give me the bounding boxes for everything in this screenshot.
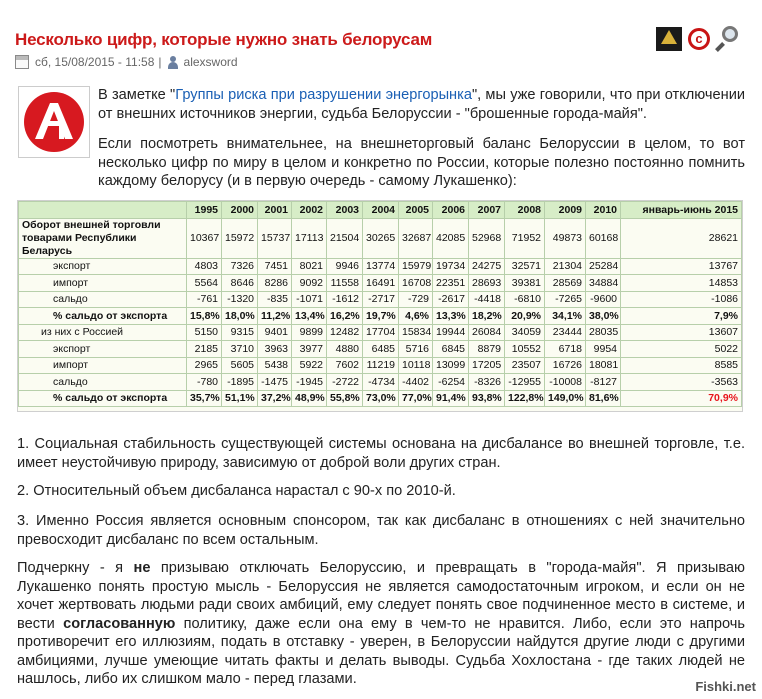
table-cell: 60168: [586, 218, 621, 258]
table-cell: -1945: [292, 374, 327, 391]
table-cell: 12482: [327, 324, 363, 341]
table-cell: 19944: [433, 324, 469, 341]
table-row-label: импорт: [19, 357, 187, 374]
table-cell: -4418: [469, 291, 505, 308]
table-cell: 14853: [621, 275, 742, 292]
table-cell: 6718: [545, 341, 586, 358]
table-cell: 32687: [399, 218, 433, 258]
table-cell: 55,8%: [327, 390, 363, 407]
table-cell: 32571: [505, 258, 545, 275]
point-1-text: 1. Социальная стабильность существующей системы основана на дисбалансе во внешней торговле, т.е. имеет неустойчивую природу, зависимую от доброй воли других стран.: [17, 436, 745, 471]
table-cell: 21304: [545, 258, 586, 275]
table-cell: -835: [258, 291, 292, 308]
table-cell: 16,2%: [327, 308, 363, 325]
table-cell: 49873: [545, 218, 586, 258]
table-cell: -1612: [327, 291, 363, 308]
table-cell: -6254: [433, 374, 469, 391]
table-cell: -761: [187, 291, 222, 308]
table-cell: 5564: [187, 275, 222, 292]
table-cell: 13607: [621, 324, 742, 341]
table-cell: 16708: [399, 275, 433, 292]
table-cell: 24275: [469, 258, 505, 275]
calendar-icon: [15, 55, 29, 69]
table-cell: 10118: [399, 357, 433, 374]
intro-text-after: ", мы уже говорили, что при отключении от внешних источников энергии, судьба Белоруссии - "брошенные города-майя".: [98, 87, 745, 122]
table-cell: 35,7%: [187, 390, 222, 407]
trade-data-table: [18, 201, 742, 407]
logo-image: [18, 86, 90, 158]
table-cell: 5438: [258, 357, 292, 374]
table-column-header: 1995: [187, 202, 222, 219]
table-column-header: 2002: [292, 202, 327, 219]
table-column-header: 2000: [222, 202, 258, 219]
table-cell: 28621: [621, 218, 742, 258]
table-cell: -4734: [363, 374, 399, 391]
table-cell: 15972: [222, 218, 258, 258]
table-row-label: сальдо: [19, 374, 187, 391]
table-cell: 9954: [586, 341, 621, 358]
table-cell: 9092: [292, 275, 327, 292]
table-cell: 37,2%: [258, 390, 292, 407]
table-column-header: 2006: [433, 202, 469, 219]
table-cell: 42085: [433, 218, 469, 258]
table-cell: 11219: [363, 357, 399, 374]
table-cell: 8021: [292, 258, 327, 275]
table-cell: 9315: [222, 324, 258, 341]
table-cell: -1475: [258, 374, 292, 391]
table-column-header: 2007: [469, 202, 505, 219]
table-cell: 5922: [292, 357, 327, 374]
table-cell: 28569: [545, 275, 586, 292]
table-column-header: 2009: [545, 202, 586, 219]
table-cell: 26084: [469, 324, 505, 341]
table-cell: -6810: [505, 291, 545, 308]
user-icon: [168, 56, 178, 69]
table-cell: 52968: [469, 218, 505, 258]
table-cell: 7602: [327, 357, 363, 374]
table-cell: -1071: [292, 291, 327, 308]
table-cell: 17113: [292, 218, 327, 258]
table-cell: 4803: [187, 258, 222, 275]
closing-bold-agreed: согласованную: [63, 615, 176, 632]
post-meta: [15, 55, 238, 69]
table-column-header: 2005: [399, 202, 433, 219]
table-row: [19, 218, 742, 258]
table-cell: 18,0%: [222, 308, 258, 325]
post-author[interactable]: alexsword: [183, 55, 238, 69]
table-cell: 13,3%: [433, 308, 469, 325]
table-cell: 19,7%: [363, 308, 399, 325]
table-cell: 51,1%: [222, 390, 258, 407]
table-cell: 10552: [505, 341, 545, 358]
table-cell: 5022: [621, 341, 742, 358]
table-cell: 34059: [505, 324, 545, 341]
table-cell: -780: [187, 374, 222, 391]
table-cell: 70,9%: [621, 390, 742, 407]
table-cell: 5605: [222, 357, 258, 374]
table-row: [19, 341, 742, 358]
table-row: [19, 324, 742, 341]
meta-separator: |: [158, 55, 162, 69]
table-cell: -2617: [433, 291, 469, 308]
table-row-label: импорт: [19, 275, 187, 292]
table-cell: -4402: [399, 374, 433, 391]
table-column-header: 2010: [586, 202, 621, 219]
table-cell: 8585: [621, 357, 742, 374]
table-cell: 7326: [222, 258, 258, 275]
table-row: [19, 374, 742, 391]
table-cell: 22351: [433, 275, 469, 292]
table-column-header: [19, 202, 187, 219]
table-cell: 34884: [586, 275, 621, 292]
table-cell: 8879: [469, 341, 505, 358]
table-cell: 17704: [363, 324, 399, 341]
table-column-header: 2004: [363, 202, 399, 219]
magnifier-icon[interactable]: [716, 26, 742, 52]
table-row: [19, 291, 742, 308]
table-cell: 6845: [433, 341, 469, 358]
table-cell: 38,0%: [586, 308, 621, 325]
table-cell: -1895: [222, 374, 258, 391]
table-row-label: из них с Россией: [19, 324, 187, 341]
table-header-row: [19, 202, 742, 219]
table-cell: 21504: [327, 218, 363, 258]
intro-paragraph-2: [98, 135, 745, 191]
table-cell: 15834: [399, 324, 433, 341]
table-cell: 23507: [505, 357, 545, 374]
table-cell: 77,0%: [399, 390, 433, 407]
table-cell: 25284: [586, 258, 621, 275]
table-cell: 149,0%: [545, 390, 586, 407]
table-row-label: % сальдо от экспорта: [19, 390, 187, 407]
table-row: [19, 390, 742, 407]
table-cell: 28035: [586, 324, 621, 341]
table-cell: 81,6%: [586, 390, 621, 407]
table-row: [19, 357, 742, 374]
table-cell: 8646: [222, 275, 258, 292]
table-cell: 122,8%: [505, 390, 545, 407]
table-cell: 23444: [545, 324, 586, 341]
intro-paragraph-1: [98, 86, 745, 123]
post-title[interactable]: Несколько цифр, которые нужно знать белорусам: [15, 30, 433, 49]
table-cell: 30265: [363, 218, 399, 258]
table-cell: 28693: [469, 275, 505, 292]
table-cell: 7451: [258, 258, 292, 275]
table-cell: 11558: [327, 275, 363, 292]
watermark: Fishki.net: [695, 679, 756, 694]
table-cell: 34,1%: [545, 308, 586, 325]
table-cell: -8326: [469, 374, 505, 391]
table-column-header: январь-июнь 2015: [621, 202, 742, 219]
table-cell: 3977: [292, 341, 327, 358]
table-cell: -10008: [545, 374, 586, 391]
table-cell: 17205: [469, 357, 505, 374]
trade-table: [17, 200, 743, 412]
table-cell: 7,9%: [621, 308, 742, 325]
table-cell: 13099: [433, 357, 469, 374]
table-column-header: 2008: [505, 202, 545, 219]
table-cell: 91,4%: [433, 390, 469, 407]
table-cell: -2722: [327, 374, 363, 391]
table-cell: 3710: [222, 341, 258, 358]
table-row-label: Оборот внешней торговли товарами Республики Беларусь: [19, 218, 187, 258]
table-cell: 13767: [621, 258, 742, 275]
table-row-label: экспорт: [19, 341, 187, 358]
table-cell: 10367: [187, 218, 222, 258]
article-link[interactable]: Группы риска при разрушении энергорынка: [175, 87, 472, 103]
table-row-label: сальдо: [19, 291, 187, 308]
table-cell: 15979: [399, 258, 433, 275]
table-cell: 18,2%: [469, 308, 505, 325]
table-cell: 13774: [363, 258, 399, 275]
table-cell: -12955: [505, 374, 545, 391]
closing-text-c: призываю отключать Белоруссию, и превращать в "города-майя". Я призываю Лукашенко понять простую мысль - Белоруссия не является самодостаточным игроком, и если он не хочет жертвовать людьми ради своих амбиций, ему следует понять свое подчиненное место в системе, и вести: [17, 560, 745, 632]
table-cell: 3963: [258, 341, 292, 358]
closing-paragraph: [17, 559, 745, 689]
table-column-header: 2001: [258, 202, 292, 219]
table-column-header: 2003: [327, 202, 363, 219]
point-3-text: 3. Именно Россия является основным спонсором, так как дисбаланс в отношениях с ней значительно превосходит дисбаланс по всем остальным.: [17, 513, 745, 548]
closing-text-a: Подчеркну - я: [17, 560, 134, 576]
table-cell: 16726: [545, 357, 586, 374]
triangle-eye-icon[interactable]: [656, 27, 682, 51]
post-date: сб, 15/08/2015 - 11:58: [35, 55, 155, 69]
table-cell: 2185: [187, 341, 222, 358]
point-1: [17, 435, 745, 472]
table-cell: 20,9%: [505, 308, 545, 325]
table-cell: 9401: [258, 324, 292, 341]
table-cell: 39381: [505, 275, 545, 292]
table-cell: 16491: [363, 275, 399, 292]
table-cell: 8286: [258, 275, 292, 292]
table-row: [19, 308, 742, 325]
table-row-label: экспорт: [19, 258, 187, 275]
table-cell: 18081: [586, 357, 621, 374]
table-cell: -1320: [222, 291, 258, 308]
title-icons: [656, 26, 742, 52]
point-2: [17, 482, 745, 501]
closing-text-e: политику, даже если она ему в чем-то не нравится. Либо, если это напрочь противоречит его иллюзиям, подать в отставку - уверен, в Белоруссии найдутся другие люди с другими амбициями, лучше умеющие читать факты и делать выводы. Судьба Хохлостана - где таких людей не нашлось, либо их слишком мало - перед глазами.: [17, 615, 745, 687]
intro-text: В заметке ": [98, 87, 176, 103]
table-cell: 9946: [327, 258, 363, 275]
table-cell: 4,6%: [399, 308, 433, 325]
table-cell: 4880: [327, 341, 363, 358]
table-cell: -729: [399, 291, 433, 308]
table-row-label: % сальдо от экспорта: [19, 308, 187, 325]
copyright-icon[interactable]: c: [688, 28, 710, 50]
table-row: [19, 258, 742, 275]
table-cell: 11,2%: [258, 308, 292, 325]
table-cell: 71952: [505, 218, 545, 258]
table-cell: -8127: [586, 374, 621, 391]
table-cell: 73,0%: [363, 390, 399, 407]
table-cell: 6485: [363, 341, 399, 358]
table-row: [19, 275, 742, 292]
table-cell: 93,8%: [469, 390, 505, 407]
table-cell: -9600: [586, 291, 621, 308]
table-cell: 13,4%: [292, 308, 327, 325]
intro-text-2: Если посмотреть внимательнее, на внешнеторговый баланс Белоруссии в целом, то вот несколько цифр по миру в целом и конкретно по России, которые полезно постоянно помнить каждому белорусу (и в первую очередь - самому Лукашенко):: [98, 136, 745, 189]
table-cell: 15,8%: [187, 308, 222, 325]
table-cell: 19734: [433, 258, 469, 275]
point-3: [17, 512, 745, 549]
table-cell: 15737: [258, 218, 292, 258]
point-2-text: 2. Относительный объем дисбаланса нарастал с 90-х по 2010-й.: [17, 483, 456, 499]
table-cell: -1086: [621, 291, 742, 308]
closing-bold-not: не: [133, 560, 151, 576]
table-cell: -3563: [621, 374, 742, 391]
table-cell: 2965: [187, 357, 222, 374]
table-cell: -2717: [363, 291, 399, 308]
table-cell: 48,9%: [292, 390, 327, 407]
table-cell: 5150: [187, 324, 222, 341]
table-cell: 9899: [292, 324, 327, 341]
table-cell: 5716: [399, 341, 433, 358]
logo-icon: [23, 91, 85, 153]
table-cell: -7265: [545, 291, 586, 308]
